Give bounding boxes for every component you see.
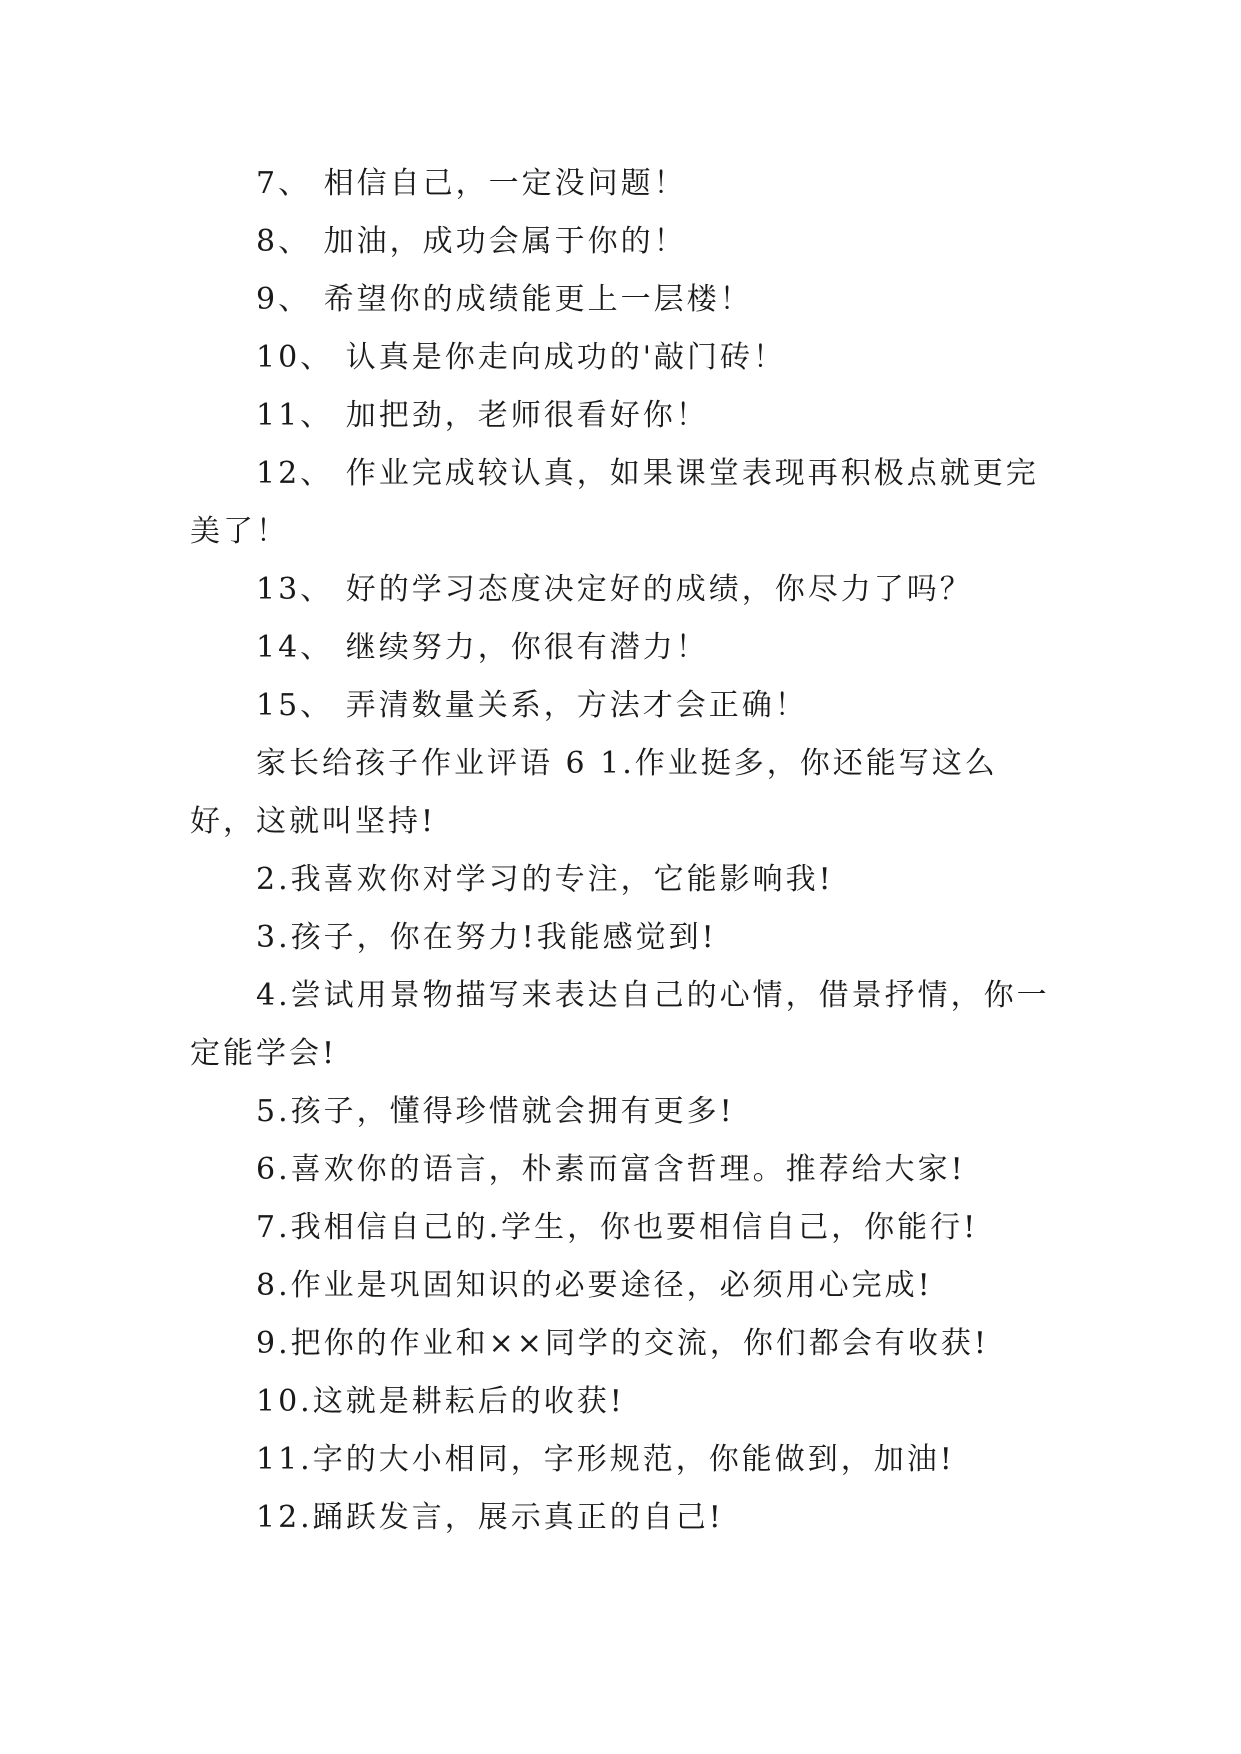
paragraph: 6.喜欢你的语言，朴素而富含哲理。推荐给大家! [256, 1152, 966, 1187]
paragraph: 2.我喜欢你对学习的专注，它能影响我! [256, 862, 834, 897]
paragraph: 10、 认真是你走向成功的'敲门砖！ [256, 340, 786, 375]
paragraph: 12、 作业完成较认真，如果课堂表现再积极点就更完美了！ [190, 456, 1039, 549]
document-body [190, 155, 1052, 1547]
paragraph: 8、 加油，成功会属于你的！ [256, 224, 687, 259]
paragraph: 9、 希望你的成绩能更上一层楼！ [256, 282, 753, 317]
paragraph: 13、 好的学习态度决定好的成绩，你尽力了吗？ [256, 572, 973, 607]
paragraph: 11、 加把劲，老师很看好你！ [256, 398, 709, 433]
paragraph: 10.这就是耕耘后的收获! [256, 1384, 625, 1419]
paragraph: 12.踊跃发言，展示真正的自己! [256, 1500, 724, 1535]
paragraph: 9.把你的作业和××同学的交流，你们都会有收获! [256, 1326, 989, 1361]
paragraph: 11.字的大小相同，字形规范，你能做到，加油! [256, 1442, 955, 1477]
section-heading-paragraph: 家长给孩子作业评语 6 1.作业挺多，你还能写这么好，这就叫坚持! [190, 746, 998, 839]
paragraph: 15、 弄清数量关系，方法才会正确！ [256, 688, 808, 723]
paragraph: 8.作业是巩固知识的必要途径，必须用心完成! [256, 1268, 933, 1303]
paragraph: 7、 相信自己，一定没问题！ [256, 166, 687, 201]
paragraph: 5.孩子，懂得珍惜就会拥有更多! [256, 1094, 735, 1129]
paragraph: 14、 继续努力，你很有潜力！ [256, 630, 709, 665]
paragraph: 4.尝试用景物描写来表达自己的心情，借景抒情，你一定能学会! [190, 978, 1050, 1071]
paragraph: 7.我相信自己的.学生，你也要相信自己，你能行! [256, 1210, 979, 1245]
paragraph: 3.孩子，你在努力!我能感觉到! [256, 920, 717, 955]
